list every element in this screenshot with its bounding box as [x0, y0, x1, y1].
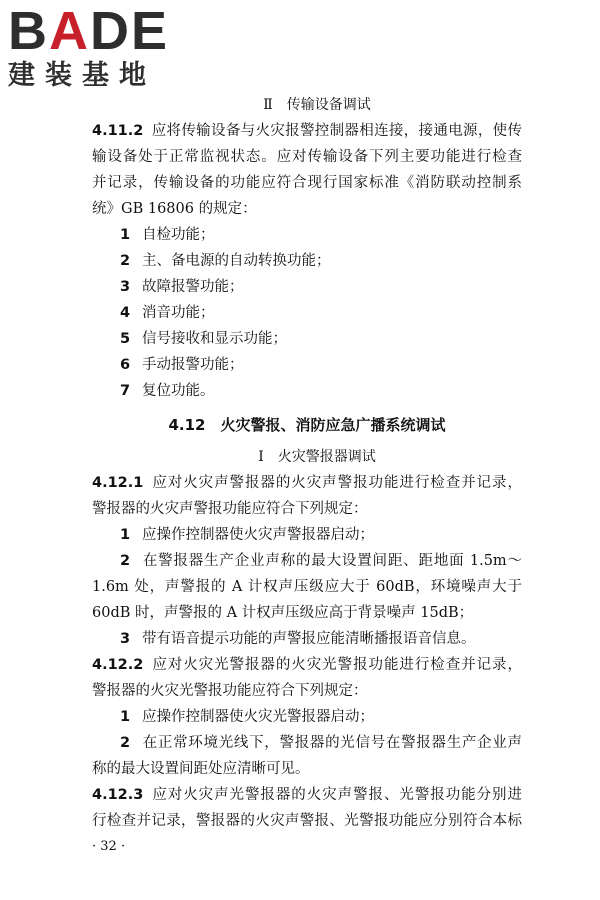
list-item-continued: 称的最大设置间距处应清晰可见。	[92, 761, 310, 777]
list-item: 5 信号接收和显示功能；	[120, 331, 287, 347]
list-item: 1 应操作控制器使火灾光警报器启动；	[120, 709, 374, 725]
clause-text: 并记录，传输设备的功能应符合现行国家标准《消防联动控制系	[92, 175, 522, 191]
clause-number: 4.12.3	[92, 787, 144, 803]
clause-4-12-1	[92, 470, 522, 652]
brand-logo	[8, 1, 178, 92]
clause-4-12-3	[92, 782, 522, 834]
logo-subtitle: 建装基地	[8, 60, 156, 91]
clause-text: 输设备处于正常监视状态。应对传输设备下列主要功能进行检查	[92, 149, 522, 165]
section-heading-4-12: 4.12 火灾警报、消防应急广播系统调试	[168, 416, 446, 434]
subsection-title-alarm: Ⅰ 火灾警报器调试	[258, 449, 376, 465]
list-item: 2 在警报器生产企业声称的最大设置间距、距地面 1.5m～	[120, 553, 522, 569]
clause-text: 警报器的火灾光警报功能应符合下列规定：	[92, 683, 368, 699]
clause-number: 4.12.2	[92, 657, 144, 673]
subsection-title-transmission: Ⅱ 传输设备调试	[263, 97, 371, 113]
clause-text: 应将传输设备与火灾报警控制器相连接，接通电源，使传	[151, 123, 522, 139]
list-item: 4 消音功能；	[120, 305, 215, 321]
list-item: 7 复位功能。	[120, 383, 215, 399]
list-item: 3 故障报警功能；	[120, 279, 244, 295]
clause-4-11-2	[92, 118, 522, 404]
list-item: 1 应操作控制器使火灾声警报器启动；	[120, 527, 374, 543]
clause-number: 4.11.2	[92, 123, 144, 139]
logo-wordmark: BADE	[8, 1, 170, 61]
clause-text: 行检查并记录，警报器的火灾声警报、光警报功能应分别符合本标	[92, 813, 522, 829]
list-item: 1 自检功能；	[120, 227, 215, 243]
list-item: 2 主、备电源的自动转换功能；	[120, 253, 331, 269]
clause-text: 应对火灾光警报器的火灾光警报功能进行检查并记录，	[151, 657, 522, 673]
clause-text: 应对火灾声光警报器的火灾声警报、光警报功能分别进	[151, 787, 522, 803]
clause-text: 警报器的火灾声警报功能应符合下列规定：	[92, 501, 368, 517]
document-page	[92, 92, 522, 860]
page-number: · 32 ·	[92, 839, 126, 854]
list-item: 3 带有语音提示功能的声警报应能清晰播报语音信息。	[120, 631, 476, 647]
clause-4-12-2	[92, 652, 522, 782]
list-item-continued: 60dB 时，声警报的 A 计权声压级应高于背景噪声 15dB；	[92, 605, 474, 621]
clause-number: 4.12.1	[92, 475, 144, 491]
list-item-continued: 1.6m 处，声警报的 A 计权声压级应大于 60dB，环境噪声大于	[92, 579, 522, 595]
clause-text: 统》GB 16806 的规定：	[92, 201, 257, 217]
list-item: 6 手动报警功能；	[120, 357, 244, 373]
clause-text: 应对火灾声警报器的火灾声警报功能进行检查并记录，	[151, 475, 522, 491]
list-item: 2 在正常环境光线下，警报器的光信号在警报器生产企业声	[120, 735, 522, 751]
